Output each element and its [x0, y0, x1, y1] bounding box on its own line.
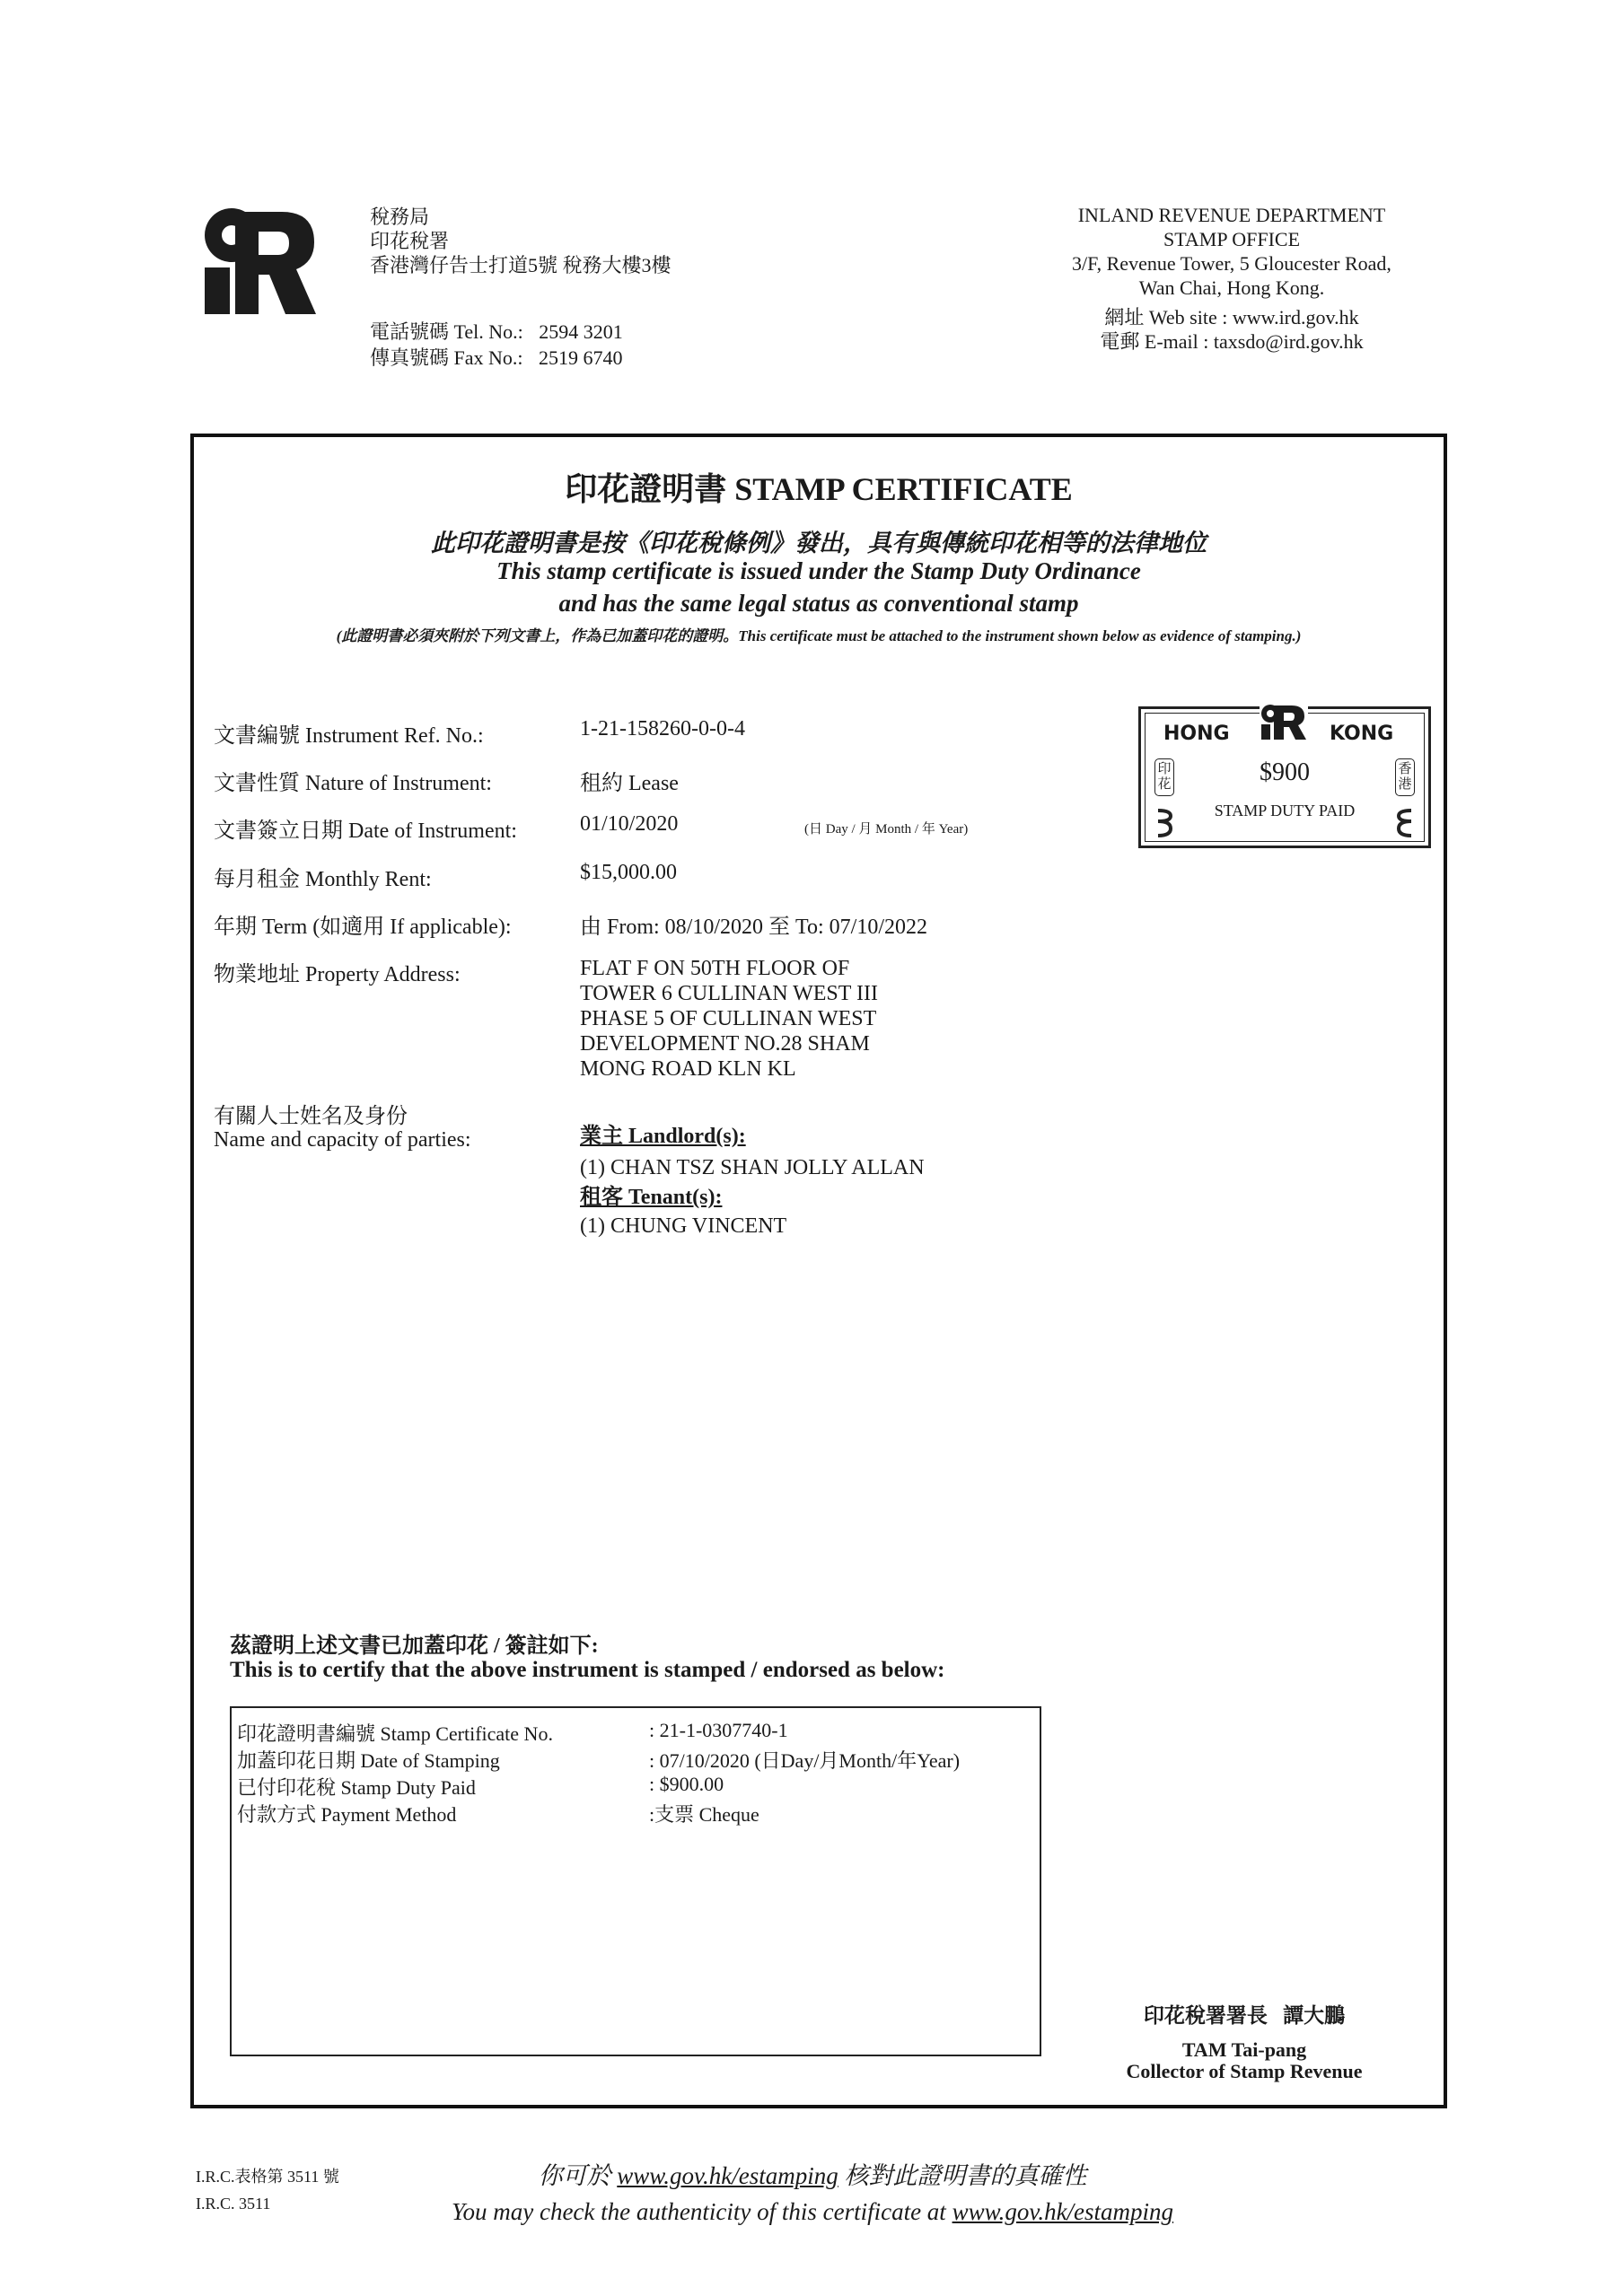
header-office-en — [1025, 203, 1438, 354]
header-line: 香港灣仔告士打道5號 稅務大樓3樓 — [370, 254, 672, 276]
parties-label-en: Name and capacity of parties: — [214, 1128, 471, 1152]
subtitle-en-1: This stamp certificate is issued under the Stamp Duty Ordinance — [496, 557, 1141, 584]
estamping-link-cn[interactable]: www.gov.hk/estamping — [617, 2162, 838, 2189]
stamp-cert-no-value: : 21-1-0307740-1 — [649, 1719, 788, 1741]
estamping-link-en[interactable]: www.gov.hk/estamping — [952, 2198, 1174, 2225]
field-label-date: 文書簽立日期 Date of Instrument: — [214, 819, 517, 843]
field-label-ref: 文書編號 Instrument Ref. No.: — [214, 724, 484, 748]
stamp-ornament-right — [1395, 809, 1415, 837]
attachment-note: (此證明書必須夾附於下列文書上，作為已加蓋印花的證明。This certificate must be attached to the instrument shown below as evidence of stamping.) — [336, 627, 1302, 644]
stamp-hong: HONG — [1163, 723, 1230, 745]
landlord-name: (1) CHAN TSZ SHAN JOLLY ALLAN — [580, 1156, 925, 1179]
certificate-title: 印花證明書 STAMP CERTIFICATE — [565, 471, 1073, 507]
certificate-box — [190, 434, 1447, 2108]
tel-value: 2594 3201 — [539, 320, 623, 343]
landlord-heading: 業主 Landlord(s): — [580, 1125, 746, 1148]
address-line: FLAT F ON 50TH FLOOR OF — [580, 957, 850, 980]
collector-block — [1092, 1999, 1397, 2082]
address-line: DEVELOPMENT NO.28 SHAM — [580, 1032, 870, 1056]
header-fax — [370, 346, 623, 370]
duty-paid-value: : $900.00 — [649, 1773, 724, 1795]
parties-list — [580, 1121, 925, 1242]
collector-name: TAM Tai-pang — [1181, 2038, 1307, 2061]
stamp-kong: KONG — [1330, 723, 1394, 745]
header-line: Wan Chai, Hong Kong. — [1138, 276, 1325, 299]
field-label-property: 物業地址 Property Address: — [214, 963, 461, 986]
authenticity-cn-pre: 你可於 — [538, 2162, 618, 2189]
header-line: 3/F, Revenue Tower, 5 Gloucester Road, — [1072, 252, 1391, 275]
stamp-cert-no-label: 印花證明書編號 Stamp Certificate No. — [237, 1722, 553, 1745]
authenticity-en-pre: You may check the authenticity of this certificate at — [451, 2198, 952, 2225]
stamp-side-right: 香港 — [1395, 758, 1415, 796]
certify-en: This is to certify that the above instrument is stamped / endorsed as below: — [230, 1658, 945, 1682]
stamp-ornament-left — [1154, 809, 1174, 837]
stamp-side-left: 印花 — [1154, 758, 1174, 796]
header-tel — [370, 320, 623, 344]
authenticity-note — [296, 2158, 1329, 2230]
fax-value: 2519 6740 — [539, 346, 623, 369]
header-office-cn — [370, 205, 672, 277]
payment-method-value: :支票 Cheque — [649, 1803, 759, 1826]
authenticity-cn — [296, 2158, 1329, 2194]
form-number-en: I.R.C. 3511 — [196, 2195, 271, 2213]
property-address — [580, 956, 878, 1082]
stamp-inner-border — [1145, 713, 1425, 842]
stamping-date-label: 加蓋印花日期 Date of Stamping — [237, 1749, 500, 1772]
subtitle-cn: 此印花證明書是按《印花稅條例》發出，具有與傳統印花相等的法律地位 — [431, 530, 1207, 556]
header-email[interactable]: 電郵 E-mail : taxsdo@ird.gov.hk — [1100, 330, 1364, 353]
address-line: MONG ROAD KLN KL — [580, 1057, 796, 1081]
parties-label-cn: 有關人士姓名及身份 — [214, 1105, 408, 1128]
header-line: 稅務局 — [370, 206, 430, 228]
stamp-duty-paid-stamp — [1138, 706, 1431, 848]
collector-cn: 印花稅署署長 譚大鵬 — [1143, 2004, 1346, 2027]
collector-title: Collector of Stamp Revenue — [1126, 2060, 1363, 2082]
address-line: TOWER 6 CULLINAN WEST III — [580, 982, 878, 1005]
authenticity-cn-post: 核對此證明書的真確性 — [838, 2162, 1087, 2189]
field-value-ref: 1-21-158260-0-0-4 — [580, 717, 745, 741]
authenticity-en — [296, 2194, 1329, 2230]
tel-label: 電話號碼 Tel. No.: — [370, 320, 523, 343]
field-label-nature: 文書性質 Nature of Instrument: — [214, 772, 492, 795]
certify-cn: 茲證明上述文書已加蓋印花 / 簽註如下: — [230, 1634, 599, 1658]
field-label-rent: 每月租金 Monthly Rent: — [214, 868, 432, 891]
stamp-amount: $900 — [1260, 758, 1310, 786]
field-value-rent: $15,000.00 — [580, 861, 677, 884]
tenant-name: (1) CHUNG VINCENT — [580, 1214, 787, 1238]
stamp-paid-text: STAMP DUTY PAID — [1214, 802, 1356, 819]
parties-label — [214, 1105, 471, 1152]
duty-paid-label: 已付印花稅 Stamp Duty Paid — [237, 1776, 476, 1799]
ird-logo — [199, 203, 318, 316]
field-value-date: 01/10/2020 — [580, 812, 679, 836]
field-value-term: 由 From: 08/10/2020 至 To: 07/10/2022 — [580, 916, 927, 939]
header-line: INLAND REVENUE DEPARTMENT — [1077, 204, 1386, 226]
address-line: PHASE 5 OF CULLINAN WEST — [580, 1007, 877, 1030]
field-date-hint: (日 Day / 月 Month / 年 Year) — [804, 822, 969, 837]
form-number-cn: I.R.C.表格第 3511 號 — [196, 2168, 339, 2186]
field-label-term: 年期 Term (如適用 If applicable): — [214, 916, 512, 939]
payment-method-label: 付款方式 Payment Method — [237, 1803, 457, 1826]
stamp-ir-logo — [1260, 703, 1308, 745]
field-value-nature: 租約 Lease — [580, 772, 679, 795]
tenant-heading: 租客 Tenant(s): — [580, 1186, 723, 1209]
stamping-details-box — [230, 1706, 1041, 2056]
header-line: STAMP OFFICE — [1163, 228, 1301, 250]
header-line: 印花稅署 — [370, 230, 450, 252]
fax-label: 傳真號碼 Fax No.: — [370, 346, 523, 369]
subtitle-en-2: and has the same legal status as conventional stamp — [558, 590, 1079, 617]
header-web[interactable]: 網址 Web site : www.ird.gov.hk — [1104, 306, 1359, 329]
stamping-date-value: : 07/10/2020 (日Day/月Month/年Year) — [649, 1749, 961, 1772]
